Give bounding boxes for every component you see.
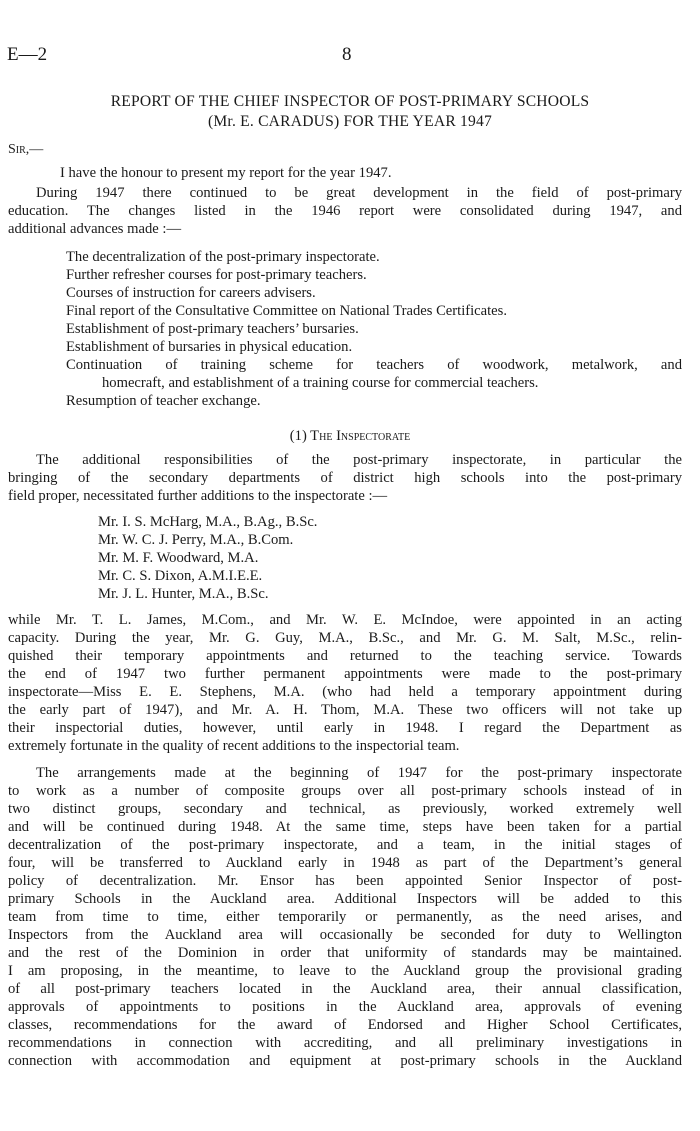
- paragraph-line: decentralization of the post-primary inspectorate, and a team, in the initial stages of: [8, 837, 682, 853]
- intro-line: During 1947 there continued to be great development in the field of post-primary: [36, 185, 682, 201]
- paragraph-line: of all post-primary teachers located in the Auckland area, their annual classification,: [8, 981, 682, 997]
- inspector-entry: Mr. I. S. McHarg, M.A., B.Ag., B.Sc.: [98, 514, 318, 530]
- paragraph-line: four, will be transferred to Auckland early in 1948 as part of the Department’s general: [8, 855, 682, 871]
- advance-item: Continuation of training scheme for teachers of woodwork, metalwork, and: [66, 357, 682, 373]
- inspector-entry: Mr. J. L. Hunter, M.A., B.Sc.: [98, 586, 269, 602]
- paragraph-line: and will be continued during 1948. At the same time, steps have been taken for a partial: [8, 819, 682, 835]
- paragraph-line: policy of decentralization. Mr. Ensor has been appointed Senior Inspector of post-: [8, 873, 682, 889]
- intro-line: education. The changes listed in the 1946 report were consolidated during 1947, and: [8, 203, 682, 219]
- intro-line: additional advances made :—: [8, 221, 182, 237]
- section-heading: (1) The Inspectorate: [289, 428, 411, 444]
- paragraph-line: the end of 1947 two further permanent appointments were made to the post-primary: [8, 666, 682, 682]
- paragraph-line: primary Schools in the Auckland area. Additional Inspectors will be added to this: [8, 891, 682, 907]
- paragraph-line: bringing of the secondary departments of district high schools into the post-primary: [8, 470, 682, 486]
- inspector-entry: Mr. C. S. Dixon, A.M.I.E.E.: [98, 568, 263, 584]
- paragraph-line: extremely fortunate in the quality of recent additions to the inspectorial team.: [8, 738, 460, 754]
- advance-item: Establishment of post-primary teachers’ bursaries.: [66, 321, 359, 337]
- paragraph-line: inspectorate—Miss E. E. Stephens, M.A. (who had held a temporary appointment during: [8, 684, 682, 700]
- inspector-entry: Mr. M. F. Woodward, M.A.: [98, 550, 259, 566]
- paragraph-line: I am proposing, in the meantime, to leave to the Auckland group the provisional grading: [8, 963, 682, 979]
- paragraph-line: approvals of appointments to positions in the Auckland area, approvals of evening: [8, 999, 682, 1015]
- paragraph-line: and the rest of the Dominion in order that uniformity of standards may be maintained.: [8, 945, 682, 961]
- advance-item: Establishment of bursaries in physical education.: [66, 339, 353, 355]
- advance-item: Courses of instruction for careers advisers.: [66, 285, 316, 301]
- paragraph-line: while Mr. T. L. James, M.Com., and Mr. W. E. McIndoe, were appointed in an acting: [8, 612, 682, 628]
- paragraph-line: two distinct groups, secondary and technical, as previously, worked extremely well: [8, 801, 682, 817]
- paragraph-line: classes, recommendations for the award of Endorsed and Higher School Certificates,: [8, 1017, 682, 1033]
- page-number: 8: [342, 44, 352, 65]
- advance-item: The decentralization of the post-primary inspectorate.: [66, 249, 380, 265]
- salutation: Sir,—: [8, 142, 44, 157]
- paragraph-line: team from time to time, either temporarily or permanently, as the need arises, and: [8, 909, 682, 925]
- paragraph-line: Inspectors from the Auckland area will occasionally be seconded for duty to Wellington: [8, 927, 682, 943]
- section-code: E—2: [7, 44, 48, 65]
- inspector-entry: Mr. W. C. J. Perry, M.A., B.Com.: [98, 532, 294, 548]
- advance-item: Further refresher courses for post-primary teachers.: [66, 267, 367, 283]
- paragraph-line: the early part of 1947), and Mr. A. H. Thom, M.A. These two officers will not take up: [8, 702, 682, 718]
- paragraph-line: The arrangements made at the beginning of 1947 for the post-primary inspectorate: [36, 765, 682, 781]
- paragraph-line: The additional responsibilities of the post-primary inspectorate, in particular the: [36, 452, 682, 468]
- paragraph-line: recommendations in connection with accrediting, and all preliminary investigations in: [8, 1035, 682, 1051]
- paragraph-line: their inspectorial duties, however, until early in 1948. I regard the Department as: [8, 720, 682, 736]
- paragraph-line: connection with accommodation and equipment at post-primary schools in the Auckland: [8, 1053, 682, 1069]
- report-title-line-2: (Mr. E. CARADUS) FOR THE YEAR 1947: [207, 113, 493, 130]
- paragraph-line: quished their temporary appointments and returned to the teaching service. Towards: [8, 648, 682, 664]
- advance-item: homecraft, and establishment of a training course for commercial teachers.: [102, 375, 539, 391]
- intro-line: I have the honour to present my report for the year 1947.: [60, 165, 392, 181]
- advance-item: Final report of the Consultative Committee on National Trades Certificates.: [66, 303, 507, 319]
- paragraph-line: field proper, necessitated further additions to the inspectorate :—: [8, 488, 388, 504]
- advance-item: Resumption of teacher exchange.: [66, 393, 261, 409]
- paragraph-line: capacity. During the year, Mr. G. Guy, M.A., B.Sc., and Mr. G. M. Salt, M.Sc., relin-: [8, 630, 682, 646]
- paragraph-line: to work as a number of composite groups over all post-primary schools instead of in: [8, 783, 682, 799]
- report-title-line-1: REPORT OF THE CHIEF INSPECTOR OF POST-PRIMARY SCHOOLS: [110, 93, 590, 110]
